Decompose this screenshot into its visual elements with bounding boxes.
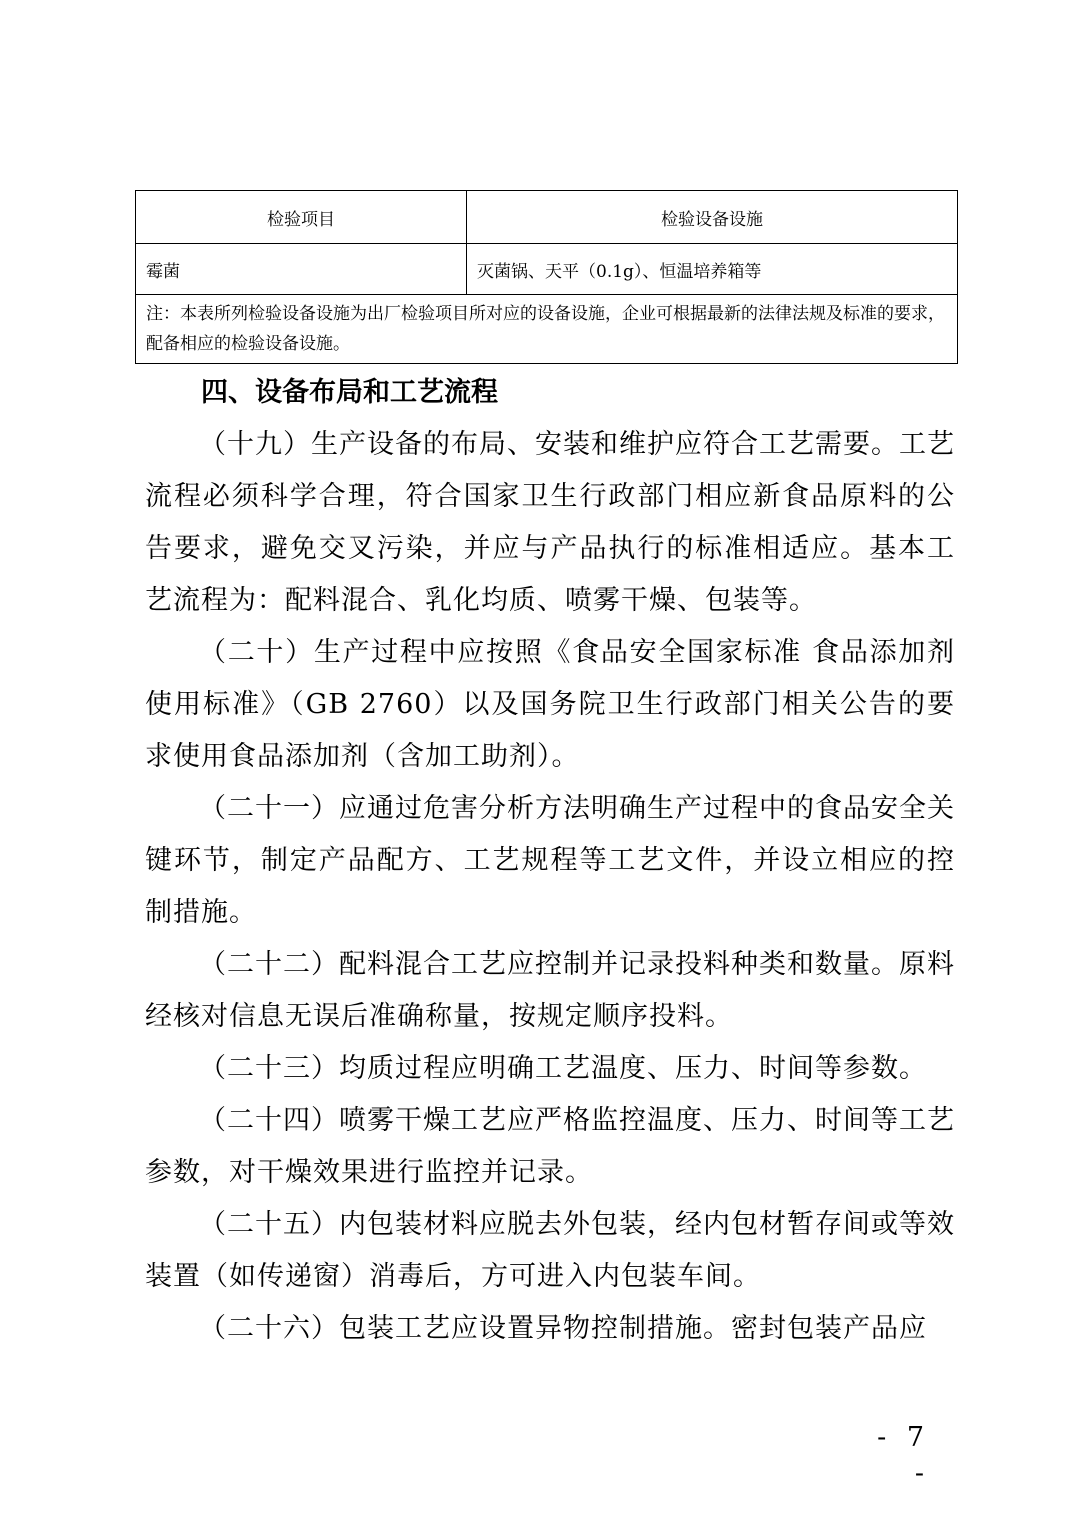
table-row xyxy=(136,244,958,295)
paragraph-23: （二十三）均质过程应明确工艺温度、压力、时间等参数。 xyxy=(199,1053,927,1084)
paragraph-24: （二十四）喷雾干燥工艺应严格监控温度、压力、时间等工艺参数，对干燥效果进行监控并记录。 xyxy=(145,1105,955,1188)
section-body xyxy=(145,373,955,1355)
paragraph-19: （十九）生产设备的布局、安装和维护应符合工艺需要。工艺流程必须科学合理，符合国家卫生行政部门相应新食品原料的公告要求，避免交叉污染，并应与产品执行的标准相适应。基本工艺流程为：配料混合、乳化均质、喷雾干燥、包装等。 xyxy=(145,429,955,616)
table-cell-equipment: 灭菌锅、天平（0.1g）、恒温培养箱等 xyxy=(467,244,958,295)
section-heading: 四、设备布局和工艺流程 xyxy=(201,377,498,408)
paragraph-26: （二十六）包装工艺应设置异物控制措施。密封包装产品应 xyxy=(199,1313,927,1344)
paragraph-25: （二十五）内包装材料应脱去外包装，经内包材暂存间或等效装置（如传递窗）消毒后，方可进入内包装车间。 xyxy=(145,1209,955,1292)
paragraph-21: （二十一）应通过危害分析方法明确生产过程中的食品安全关键环节，制定产品配方、工艺规程等工艺文件，并设立相应的控制措施。 xyxy=(145,793,955,928)
page-number: - 7 - xyxy=(877,1422,930,1489)
table-note-row xyxy=(136,295,958,364)
paragraph-22: （二十二）配料混合工艺应控制并记录投料种类和数量。原料经核对信息无误后准确称量，按规定顺序投料。 xyxy=(145,949,955,1032)
paragraph-20: （二十）生产过程中应按照《食品安全国家标准 食品添加剂使用标准》（GB 2760）以及国务院卫生行政部门相关公告的要求使用食品添加剂（含加工助剂）。 xyxy=(145,637,955,772)
inspection-equipment-table xyxy=(135,190,958,364)
table-note: 注：本表所列检验设备设施为出厂检验项目所对应的设备设施，企业可根据最新的法律法规及标准的要求，配备相应的检验设备设施。 xyxy=(136,295,958,364)
header-inspection-item: 检验项目 xyxy=(136,191,467,244)
table-cell-item: 霉菌 xyxy=(136,244,467,295)
header-inspection-equipment: 检验设备设施 xyxy=(467,191,958,244)
table-header-row xyxy=(136,191,958,244)
